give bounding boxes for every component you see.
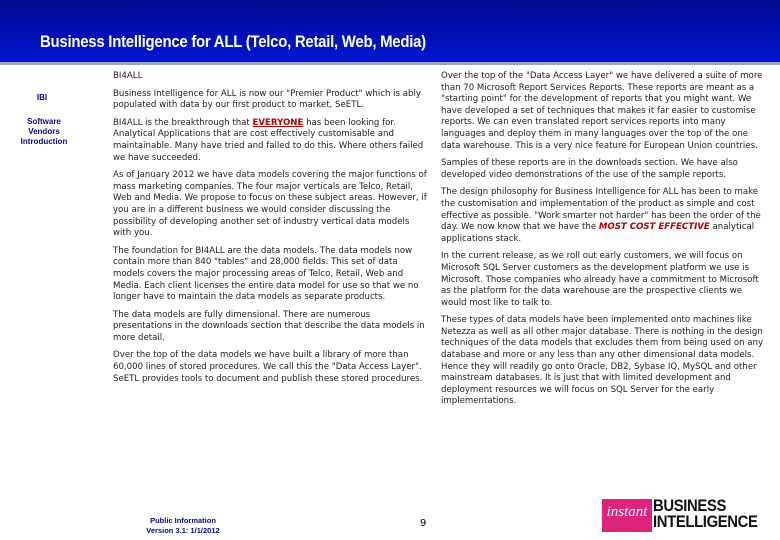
section-heading: BI4ALL (113, 71, 143, 81)
logo-line1: BUSINESS (653, 497, 727, 515)
page-title: Business Intelligence for ALL (Telco, Retail, Web, Media) (40, 32, 426, 51)
text-run: The design philosophy for Business Intelligence for ALL has been to make the customisation and implementation of the product as simple and cost effective as possible. "Work smarter not harder" has been the order of the day. We now know that we have the (441, 187, 761, 233)
paragraph: Business Intelligence for ALL is now our "Premier Product" which is ably populated with data by our first product to market, SeETL. (113, 88, 421, 111)
paragraph: Over the top of the data models we have built a library of more than 60,000 lines of stored procedures. We call this the "Data Access Layer". SeETL provides tools to document and publish these stored procedures. (113, 350, 423, 384)
paragraph (441, 187, 767, 245)
paragraph: The data models are fully dimensional. There are numerous presentations in the downloads section that describe the data models in more detail. (113, 309, 425, 343)
paragraph: These types of data models have been implemented onto machines like Netezza as well as all other major database. There is nothing in the design techniques of the data models that excludes them from being used on any database and more or any less than any other dimensional data models. Hence they will readily go onto Oracle, DB2, Sybase IQ, MySQL and other mainstream databases. It is just that with limited development and deployment resources we will focus on SQL Server for the early implementations. (441, 315, 764, 407)
footer-info-line2: Version 3.1: 1/1/2012 (146, 526, 220, 535)
sidebar-company: IBI (36, 93, 48, 102)
paragraph: As of January 2012 we have data models covering the major functions of mass marketing companies. The four major verticals are Telco, Retail, Web and Media. We propose to focus on these subject areas. However, if you are in a different business we would consider discussing the possibility of developing another set of industry vertical data models with you. (113, 170, 427, 239)
company-logo (602, 498, 774, 532)
emphasis-everyone: EVERYONE (252, 117, 304, 128)
logo-line2: INTELLIGENCE (653, 513, 758, 531)
paragraph: Over the top of the "Data Access Layer" we have delivered a suite of more than 70 Microsoft Report Services Reports. These reports are meant as a "starting point" for the development of reports that you might want. We have developed a set of techniques that makes it far easier to customise reports. We can even translated report services reports into many languages and deploy them in many languages over the top of the one data warehouse. This is a very nice feature for European Union countries. (441, 71, 763, 151)
page-number: 9 (420, 518, 427, 529)
left-column (113, 71, 429, 391)
text-run: analytical applications stack. (441, 222, 755, 244)
paragraph: In the current release, as we roll out early customers, we will focus on Microsoft SQL Server customers as the development platform we use is Microsoft. Those companies who already have a commitment to Microsoft as the platform for the data warehouse are the prospective clients we would most like to talk to. (441, 251, 759, 308)
right-column (441, 71, 767, 414)
paragraph: Samples of these reports are in the downloads section. We have also developed video demonstrations of the use of the sample reports. (441, 158, 738, 180)
sidebar-tagline-line1: Software (27, 117, 61, 126)
paragraph: The foundation for BI4ALL are the data models. The data models now contain more than 840 "tables" and 28,000 fields. This set of data models covers the major processing areas of Telco, Retail, Web and Media. Each client licenses the entire data model for use so that we no longer have to maintain the data models as separate products. (113, 245, 419, 303)
footer-info (128, 516, 238, 536)
header-banner (0, 0, 780, 62)
sidebar-tagline-line2: Vendors (28, 127, 60, 136)
emphasis-most-cost-effective: MOST COST EFFECTIVE (598, 222, 710, 233)
header-shadow (0, 62, 780, 65)
paragraph (113, 118, 429, 164)
sidebar-tagline-line3: Introduction (20, 137, 68, 146)
text-run: has been looking for. Analytical Applications that are cost effectively customisable and maintainable. Many have tried and failed to do this. Where others failed we have succeeded. (113, 117, 424, 163)
sidebar-tagline (16, 117, 72, 147)
text-run: BI4ALL is the breakthrough that (113, 117, 253, 128)
logo-prefix-box: instant (602, 499, 652, 532)
footer-info-line1: Public Information (150, 516, 216, 525)
header-band (0, 0, 780, 62)
